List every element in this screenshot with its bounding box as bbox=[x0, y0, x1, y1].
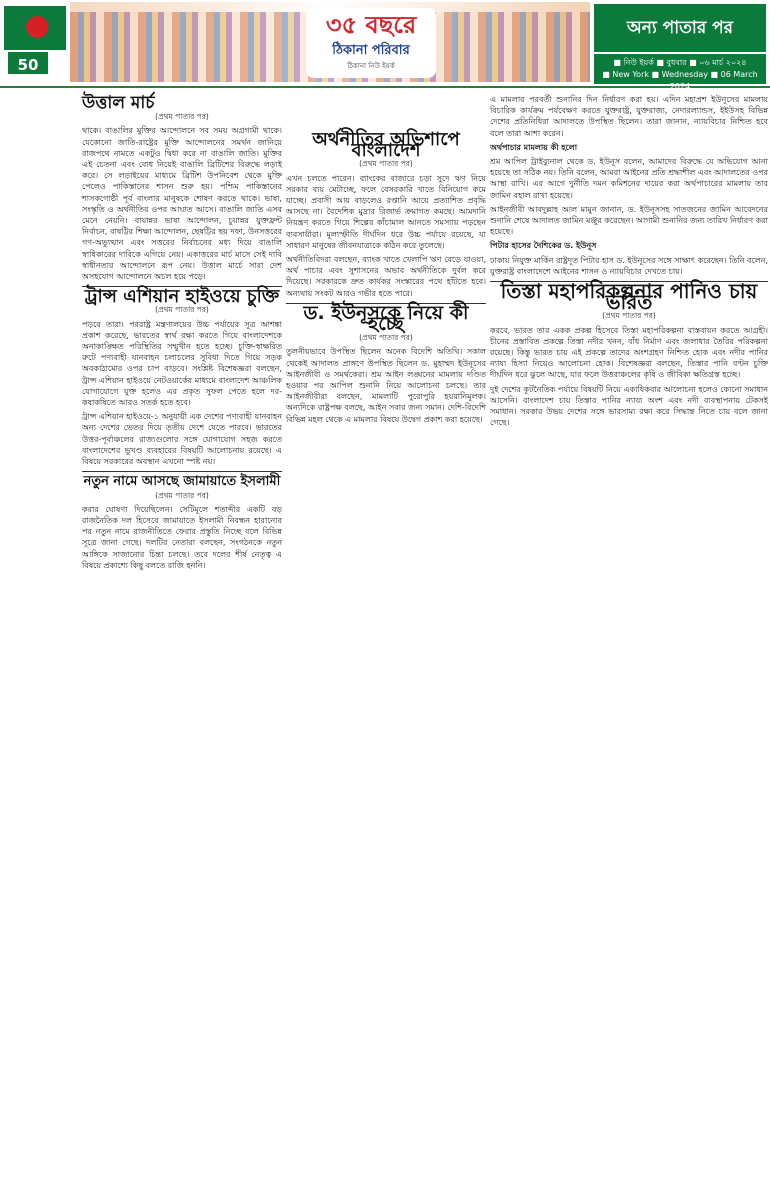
page-number: 50 bbox=[6, 50, 50, 76]
section-title: অন্য পাতার পর bbox=[594, 4, 766, 52]
page-number-badge bbox=[4, 6, 66, 76]
logo-line1: ৩৫ বছরে bbox=[325, 10, 417, 39]
article-body: এখন চলতে পারেন। ব্যাংকের বাজারে চড়া সুদে ঋণ নিয়ে সরকার ব্যয় মেটাচ্ছে, ফলে বেসরকারি খাতে বিনিয়োগ কমে যাচ্ছে। প্রবাসী আয় বাড়লেও রপ্তানি আয়ে প্রত্যাশিত প্রবৃদ্ধি আসছে না। বৈদেশিক মুদ্রার রিজার্ভ ক্রমাগত কমছে। আমদানি নিয়ন্ত্রণ করতে গিয়ে শিল্পের কাঁচামাল আনতে সমস্যায় পড়ছেন ব্যবসায়ীরা। মূল্যস্ফীতি দীর্ঘদিন ধরে উচ্চ পর্যায়ে রয়েছে, যা সাধারণ মানুষের জীবনযাত্রাকে কঠিন করে তুলেছে। bbox=[286, 173, 486, 250]
headline-subline: (প্রথম পাতার পর) bbox=[155, 305, 209, 315]
date-english: ■ New York ■ Wednesday ■ 06 March 2024 bbox=[602, 70, 758, 91]
headline-trans-asian-highway: ট্রান্স এশিয়ান হাইওয়ে চুক্তি bbox=[84, 286, 280, 308]
article-body: ঢাকায় নিযুক্ত মার্কিন রাষ্ট্রদূত পিটার হাস ড. ইউনূসের সঙ্গে সাক্ষাৎ করেছেন। তিনি বলেন, যুক্তরাষ্ট্র বাংলাদেশে আইনের শাসন ও ন্যায়বিচার দেখতে চায়। bbox=[490, 255, 768, 276]
subhead: পিটার হাসের দৈশিকের ড. ইউনূস bbox=[490, 241, 597, 251]
section-panel bbox=[594, 4, 766, 91]
column-2 bbox=[286, 94, 486, 428]
page-header bbox=[0, 0, 770, 91]
article-body: আইনজীবী আবদুল্লাহ আল মামুন জানান, ড. ইউনূসসহ সাতজনের জামিন আবেদনের শুনানি শেষে আদালত জামিন মঞ্জুর করেছেন। আগামী শুনানির জন্য তারিখ নির্ধারণ করা হয়েছে। bbox=[490, 204, 768, 237]
headline-teesta: তিস্তা মহাপরিকল্পনার পানিও চায় ভারত bbox=[500, 279, 758, 315]
headline-economy: অর্থনীতির অভিশাপে বাংলাদেশ bbox=[312, 129, 460, 162]
article-body: অর্থনীতিবিদরা বলছেন, ব্যাংক খাতে খেলাপি ঋণ বেড়ে যাওয়া, অর্থ পাচার এবং সুশাসনের অভাব অর্থনীতিকে দুর্বল করে দিয়েছে। সরকারকে দ্রুত কার্যকর সংস্কারের পথে হাঁটতে হবে। অন্যথায় সংকট আরও গভীর হতে পারে। bbox=[286, 255, 486, 298]
headline-subline: (প্রথম পাতার পর) bbox=[359, 333, 413, 343]
article-body: থাকে। বাঙালির মুক্তির আন্দোলনে সব সময় অগ্রগামী থাকে। যেকোনো জাতি-রাষ্ট্রের মুক্তি আন্দোলনের সমর্থন জানিয়ে রাজপথে নামতে একটুও দ্বিধা করে না বাঙালি জাতি। মুক্তির এই চেতনা এবং বোধ নিয়েই বাঙালি ব্রিটিশের বিরুদ্ধে লড়াই করে। সে লড়াইয়ের মাধ্যমে ব্রিটিশ উপনিবেশ থেকে মুক্তি পেলেও পাকিস্তানের শাসন শুরু হয়। পশ্চিম পাকিস্তানের শাসকগোষ্ঠী পূর্ব বাংলার মানুষকে শোষণ করতে থাকে। ভাষা, সংস্কৃতি ও অর্থনীতির ওপর আঘাত আসে। বাঙালি জাতি এসব মেনে নেয়নি। বায়ান্নর ভাষা আন্দোলন, চুয়ান্নর যুক্তফ্রন্ট নির্বাচন, বাষট্টির শিক্ষা আন্দোলন, ছেষট্টির ছয় দফা, উনসত্তরের গণ-অভ্যুত্থান এবং সত্তরের নির্বাচনের মধ্য দিয়ে বাঙালি স্বাধিকারের দাবিকে এগিয়ে নেয়। একাত্তরের মার্চ মাসে সেই দাবি স্বাধীনতার আন্দোলনে রূপ নেয়। উত্তাল মার্চে সারা দেশ অসহযোগ আন্দোলনে অচল হয়ে পড়ে। bbox=[82, 126, 282, 282]
article-body: শ্রম আপিল ট্রাইব্যুনাল থেকে ড. ইউনূস বলেন, আমাদের বিরুদ্ধে যে অভিযোগ আনা হয়েছে তা সঠিক নয়। তিনি বলেন, আমরা আইনের প্রতি শ্রদ্ধাশীল এবং আদালতের ওপর আস্থা রাখি। এর আগে দুর্নীতি দমন কমিশনের দায়ের করা অর্থপাচারের মামলায় তার জামিন বহাল রাখা হয়েছে। bbox=[490, 157, 768, 200]
anniversary-logo bbox=[306, 8, 436, 78]
subhead: অর্থপাচার মামলায় কী হলো bbox=[490, 142, 578, 152]
headline-subline: (প্রথম পাতার পর) bbox=[155, 112, 209, 122]
article-body: এ মামলার পরবর্তী শুনানির দিন নির্ধারণ করা হয়। এদিন মহাপ্রশ ইউনূসের মামলায় বিচারিক কার্যক্রম পর্যবেক্ষণ করতে যুক্তরাষ্ট্র, যুক্তরাজ্য, নেদারল্যান্ডস, ইইউসহ বিভিন্ন দেশের প্রতিনিধিরা আদালতে উপস্থিত ছিলেন। তারা জানান, ন্যায়বিচার নিশ্চিত হবে বলে তারা আশা করেন। bbox=[490, 95, 768, 138]
divider bbox=[82, 471, 282, 472]
logo-line2: ঠিকানা পরিবার bbox=[332, 43, 410, 58]
headline-subline: (প্রথম পাতার পর) bbox=[359, 159, 413, 169]
article-body: ট্রান্স এশিয়ান হাইওয়ে-১ অনুযায়ী এক দেশের পণ্যবাহী যানবাহন অন্য দেশের ভেতর দিয়ে তৃতীয় দেশে যেতে পারবে। ভারতের উত্তর-পূর্বাঞ্চলের রাজ্যগুলোর সঙ্গে যোগাযোগ সহজ করতে বাংলাদেশের ভূখণ্ড ব্যবহারের বিষয়টি আলোচনায় রয়েছে। এ বিষয়ে সরকারের অবস্থান এখনো স্পষ্ট নয়। bbox=[82, 412, 283, 467]
logo-tagline: ঠিকানা নিউ ইয়র্ক bbox=[347, 62, 395, 70]
article-body: তুলনীয়ভাবে উপস্থিত ছিলেন অনেক বিদেশি অতিথি। সকাল থেকেই আদালত প্রাঙ্গণে উপস্থিত ছিলেন ড. মুহাম্মদ ইউনূসের আইনজীবী ও সমর্থকেরা। শ্রম আইন লঙ্ঘনের মামলায় দণ্ডিত হওয়ার পর আপিল শুনানি নিয়ে আলোচনা চলছে। তার আইনজীবীরা বলছেন, মামলাটি পুরোপুরি হয়রানিমূলক। অন্যদিকে রাষ্ট্রপক্ষ বলছে, আইন সবার জন্য সমান। দেশি-বিদেশি বিভিন্ন মহল থেকে এ মামলার বিষয়ে উদ্বেগ প্রকাশ করা হয়েছে। bbox=[286, 347, 486, 424]
article-body: দুই দেশের কূটনৈতিক পর্যায়ে বিষয়টি নিয়ে একাধিকবার আলোচনা হলেও কোনো সমাধান আসেনি। বাংলাদেশ চায় তিস্তার পানির ন্যায্য অংশ এবং নদী ব্যবস্থাপনায় টেকসই সমাধান। সরকার উভয় দেশের সঙ্গে ভারসাম্য রক্ষা করে সিদ্ধান্ত নিতে চায় বলে জানা গেছে। bbox=[490, 384, 768, 428]
left-margin bbox=[0, 94, 76, 1190]
headline-subline: (প্রথম পাতার পর) bbox=[602, 311, 656, 321]
column-1 bbox=[82, 94, 282, 574]
headline-yunus: ড. ইউনূসকে নিয়ে কী হচ্ছে bbox=[303, 301, 469, 336]
headline-jamaat: নতুন নামে আসছে জামায়াতে ইসলামী bbox=[83, 474, 281, 490]
article-body: পড়বে তারা। পররাষ্ট্র মন্ত্রণালয়ের উচ্চ পর্যায়ের সূত্র আশঙ্কা প্রকাশ করেছে, ভারতের স্বার্থ রক্ষা করতে গিয়ে বাংলাদেশকে অনাকাঙ্ক্ষিত পরিস্থিতির সম্মুখীন হতে হচ্ছে। চুক্তি-স্বাক্ষরিত রুটে পণ্যবাহী যানবাহন চলাচলের সুবিধা দিতে গিয়ে সড়ক অবকাঠামোর ওপর চাপ বাড়বে। সংশ্লিষ্ট বিশেষজ্ঞরা বলছেন, ট্রান্স এশিয়ান হাইওয়ে নেটওয়ার্কের মাধ্যমে বাংলাদেশ আঞ্চলিক যোগাযোগে যুক্ত হলেও এর প্রকৃত সুফল পেতে হলে দর-কষাকষিতে আরও সতর্ক হতে হবে। bbox=[82, 319, 282, 408]
date-line bbox=[594, 54, 766, 91]
headline-subline: (প্রথম পাতার পর) bbox=[155, 490, 209, 500]
flag-icon bbox=[4, 6, 66, 50]
article-body: করবে, ভারত তার একক প্রকল্প হিসেবে তিস্তা মহাপরিকল্পনা বাস্তবায়ন করতে আগ্রহী। চীনের প্রস্তাবিত প্রকল্পে তিস্তা নদীর খনন, বাঁধ নির্মাণ এবং জলাধার তৈরির পরিকল্পনা রয়েছে। কিন্তু ভারত চায় এই প্রকল্পে তাদের অংশগ্রহণ নিশ্চিত হোক এবং নদীর পানির ন্যায্য হিস্যা নিয়েও আলোচনা হোক। বিশেষজ্ঞরা বলছেন, তিস্তার পানি বণ্টন চুক্তি দীর্ঘদিন ধরে ঝুলে আছে, যার ফলে উত্তরাঞ্চলের কৃষি ও জীবিকা ক্ষতিগ্রস্ত হচ্ছে। bbox=[490, 325, 768, 380]
article-body: করার ঘোষণা দিয়েছিলেন। সেটিমূলে শতাব্দীর একটি বড় রাজনৈতিক দল হিসেবে জামায়াতে ইসলামী নিবন্ধন হারানোর পর নতুন নামে রাজনীতিতে ফেরার প্রস্তুতি নিচ্ছে বলে বিভিন্ন সূত্রে জানা গেছে। দলটির নেতারা বলছেন, সংগঠনকে নতুন আঙ্গিকে সাজানোর চিন্তা চলছে। তবে দলের শীর্ষ নেতৃত্ব এ বিষয়ে প্রকাশ্যে কিছু বলতে রাজি হননি। bbox=[82, 504, 282, 570]
date-bangla: ■ নিউ ইয়র্ক ■ বুধবার ■ ০৬ মার্চ ২০২৪ bbox=[613, 58, 747, 67]
anniversary-banner bbox=[70, 2, 590, 82]
column-3 bbox=[490, 94, 768, 431]
headline-uttal-march: উত্তাল মার্চ bbox=[82, 93, 155, 113]
